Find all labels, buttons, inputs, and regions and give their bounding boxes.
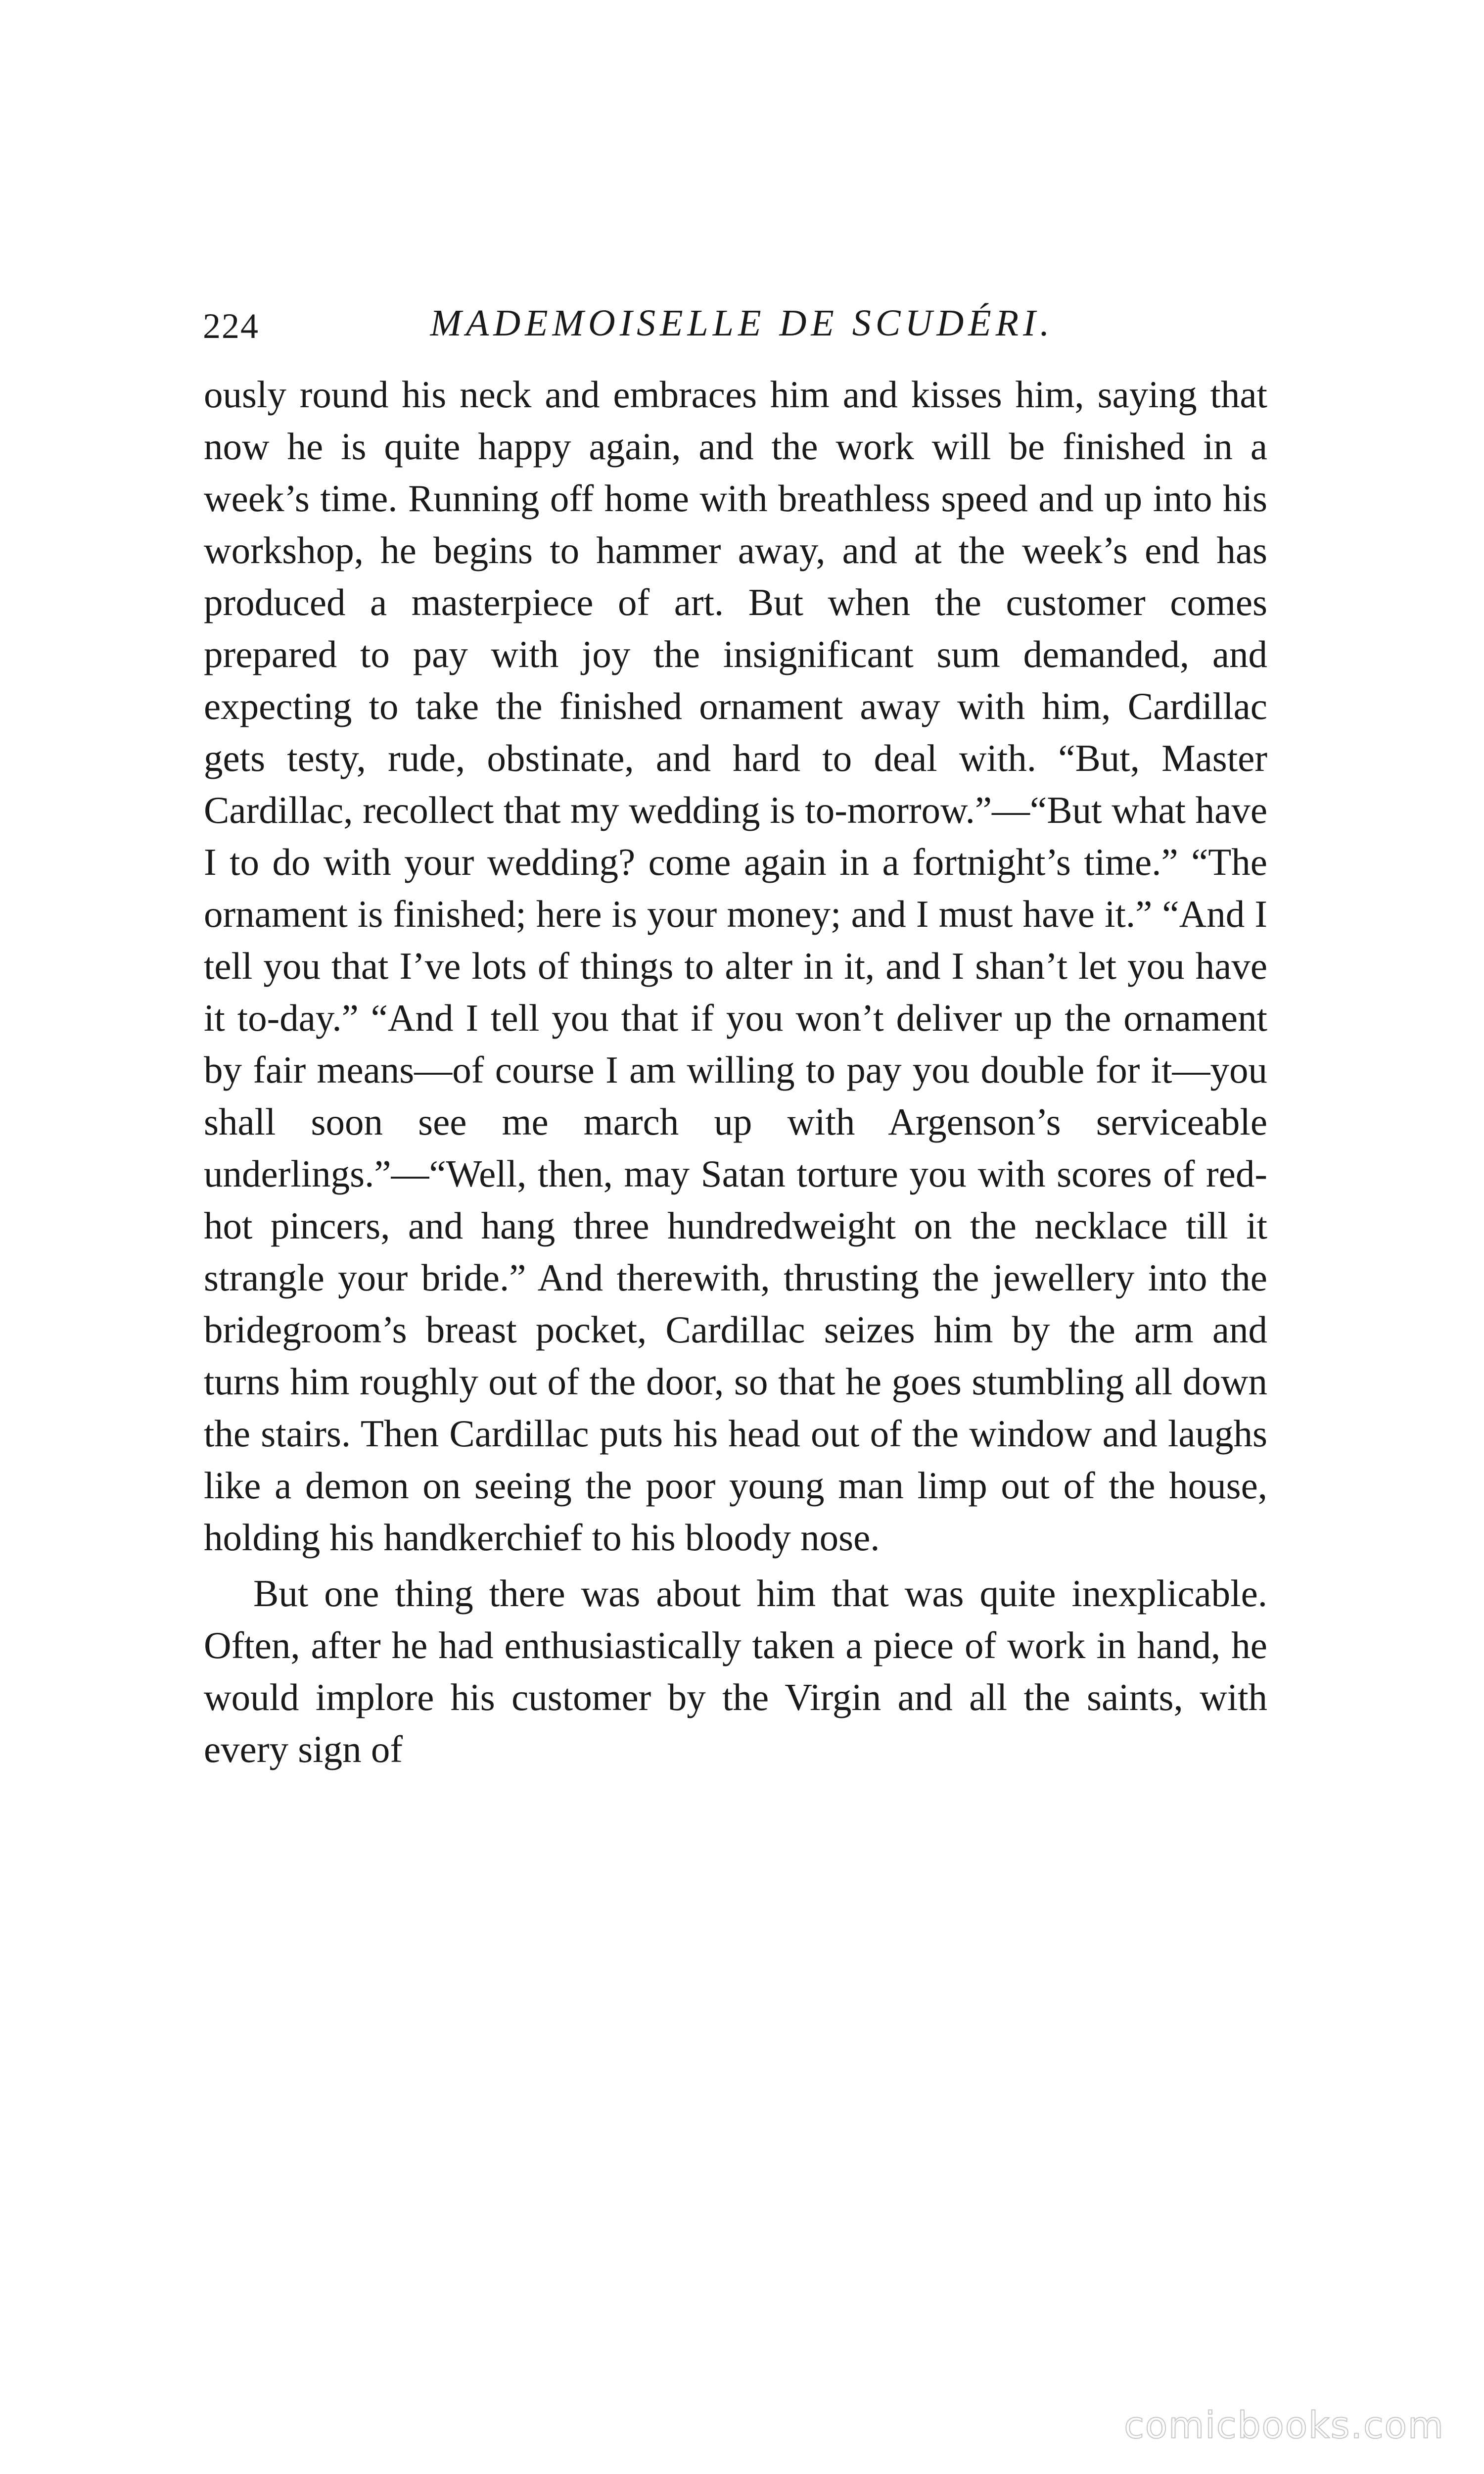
paragraph-continued: ously round his neck and embraces him and kisses him, saying that now he is quite happy again, and the work will be finished in a week’s time. Running off home with breathless speed and up into his workshop, he begins to hammer away, and at the week’s end has produced a masterpiece of art. But when the customer comes prepared to pay with joy the insignificant sum demanded, and expecting to take the finished ornament away with him, Cardillac gets testy, rude, obstinate, and hard to deal with. “But, Master Cardillac, recollect that my wedding is to-morrow.”—“But what have I to do with your wedding? come again in a fortnight’s time.” “The ornament is finished; here is your money; and I must have it.” “And I tell you that I’ve lots of things to alter in it, and I shan’t let you have it to-day.” “And I tell you that if you won’t deliver up the ornament by fair means—of course I am willing to pay you double for it—you shall soon see me march up with Argenson’s serviceable underlings.”—“Well, then, may Satan torture you with scores of red-hot pincers, and hang three hundredweight on the necklace till it strangle your bride.” And therewith, thrusting the jewellery into the bridegroom’s breast pocket, Cardillac seizes him by the arm and turns him roughly out of the door, so that he goes stumbling all down the stairs. Then Cardillac puts his head out of the window and laughs like a demon on seeing the poor young man limp out of the house, holding his handkerchief to his bloody nose. [204, 373, 1267, 1559]
page-header [198, 297, 1286, 351]
running-title: MADEMOISELLE DE SCUDÉRI. [430, 302, 1054, 344]
paragraph: But one thing there was about him that was quite inexplicable. Often, after he had enthusiastically taken a piece of work in hand, he would implore his customer by the Virgin and all the saints, with every sign of [204, 1572, 1267, 1770]
page-number: 224 [203, 306, 259, 346]
watermark: comicbooks.com [1124, 2404, 1444, 2447]
body-text [204, 369, 1267, 1775]
